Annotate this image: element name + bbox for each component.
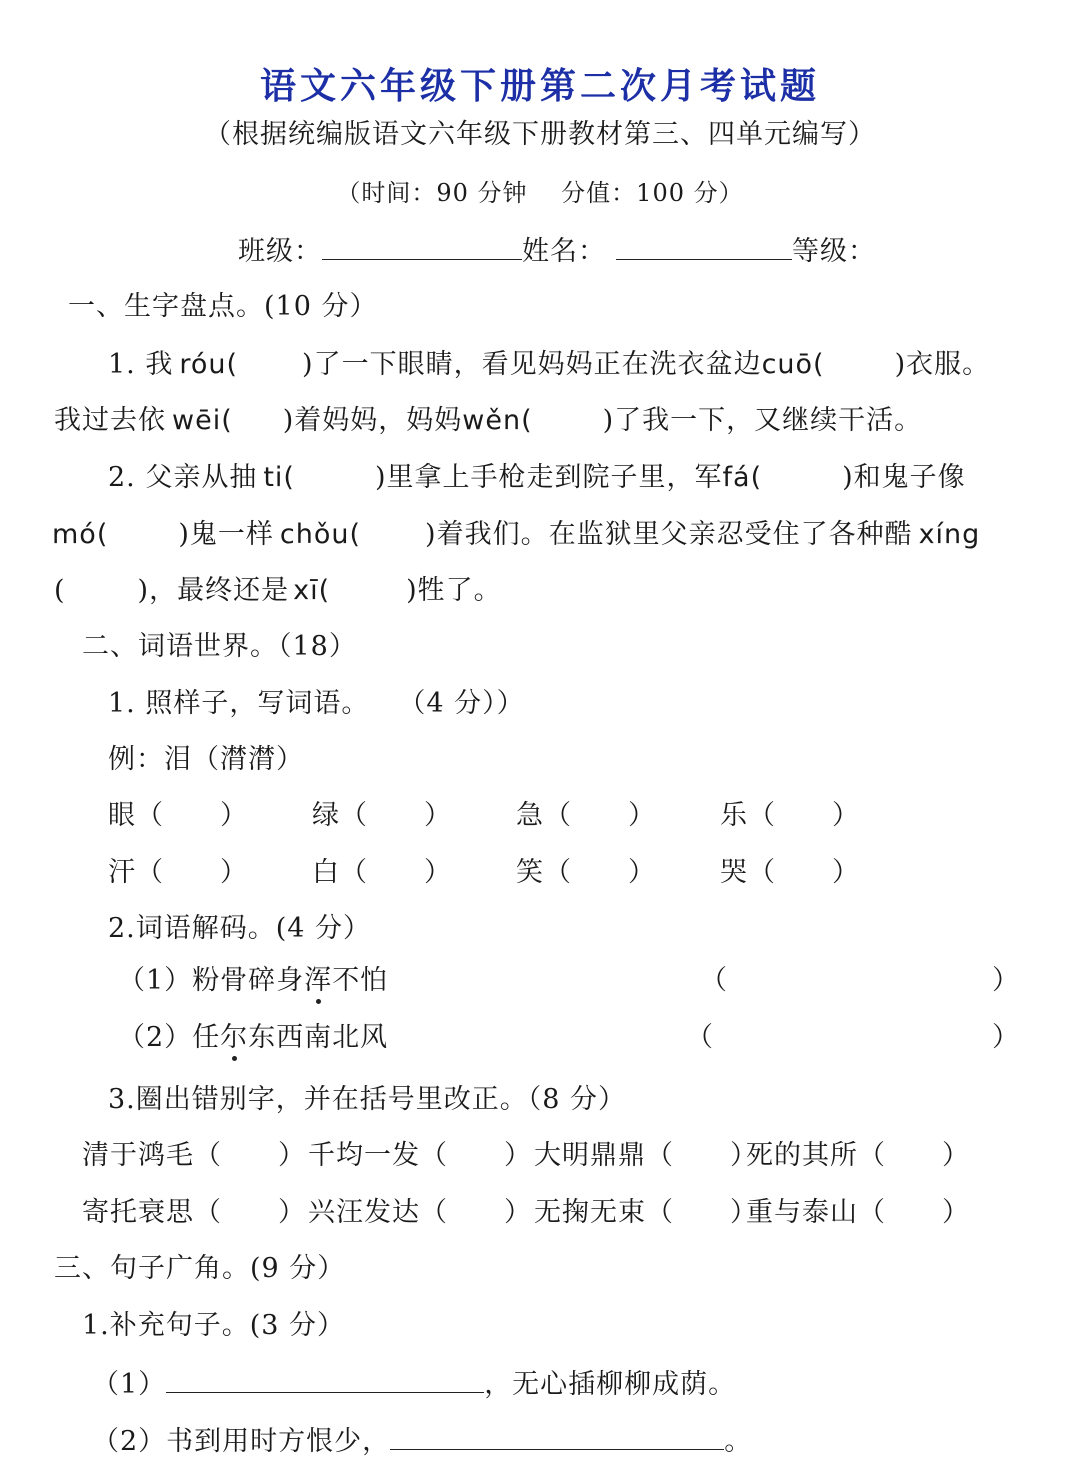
s2-q3-heading: 3.圈出错别字，并在括号里改正。（8 分）	[108, 1084, 627, 1115]
decode-answer-close: ）	[992, 1022, 1020, 1053]
s3-q1-heading: 1.补充句子。(3 分）	[82, 1310, 346, 1341]
grade-label: 等级：	[792, 236, 876, 267]
s2-row1-item: 眼（ ）	[108, 800, 248, 831]
section1-heading: 一、生字盘点。(10 分）	[68, 291, 378, 322]
typo-item: 大明鼎鼎（ ）	[534, 1140, 758, 1171]
typo-item: 无掬无束（ ）	[534, 1197, 758, 1228]
typo-item: 寄托衰思（ ）	[82, 1197, 306, 1228]
s2-row1-item: 绿（ ）	[312, 800, 452, 831]
s1-q2-line3: ( )，最终还是 xī( )牲了。	[54, 575, 502, 606]
typo-item: 千均一发（ ）	[308, 1140, 532, 1171]
exam-subtitle: （根据统编版语文六年级下册教材第三、四单元编写）	[204, 119, 876, 150]
name-label: 姓名：	[522, 236, 606, 267]
class-label: 班级：	[238, 236, 322, 267]
s3-sentence-1: （1） ，无心插柳柳成荫。	[92, 1366, 736, 1402]
s2-row2-item: 白（ ）	[312, 857, 452, 888]
s1-q2-line2: mó( )鬼一样 chǒu( )着我们。在监狱里父亲忍受住了各种酷 xíng	[52, 519, 981, 550]
exam-meta: （时间：90 分钟 分值：100 分）	[336, 179, 744, 207]
s1-q2-line1: 2. 父亲从抽 ti( )里拿上手枪走到院子里，军fá( )和鬼子像	[108, 462, 966, 493]
name-blank[interactable]	[616, 233, 792, 260]
s2-row1-item: 乐（ ）	[720, 800, 860, 831]
s3-sentence-2: （2）书到用时方恨少， 。	[92, 1423, 752, 1459]
section2-heading: 二、词语世界。（18）	[82, 631, 357, 662]
emphasis-dot: 尔	[220, 1022, 249, 1053]
typo-item: 死的其所（ ）	[746, 1140, 970, 1171]
section3-heading: 三、句子广角。(9 分）	[54, 1253, 346, 1284]
sentence-2-blank[interactable]	[390, 1423, 724, 1450]
s2-row2-item: 笑（ ）	[516, 857, 656, 888]
typo-item: 兴汪发达（ ）	[308, 1197, 532, 1228]
s2-example: 例：泪（潸潸）	[108, 744, 304, 775]
s1-q1-line2: 我过去依 wēi( )着妈妈，妈妈wěn( )了我一下，又继续干活。	[54, 405, 923, 436]
s2-row2-item: 哭（ ）	[720, 857, 860, 888]
decode-answer-open: （	[686, 1022, 714, 1053]
class-blank[interactable]	[322, 233, 522, 260]
decode-item-1: （1）粉骨碎身浑不怕	[118, 965, 389, 996]
s2-row1-item: 急（ ）	[516, 800, 656, 831]
s2-row2-item: 汗（ ）	[108, 857, 248, 888]
exam-title: 语文六年级下册第二次月考试题	[259, 66, 820, 107]
decode-answer-close: ）	[992, 965, 1020, 996]
emphasis-dot: 浑	[304, 965, 333, 996]
decode-item-2: （2）任尔东西南北风	[118, 1022, 389, 1053]
decode-answer-open: （	[700, 965, 728, 996]
typo-item: 重与泰山（ ）	[746, 1197, 970, 1228]
s1-q1-line1: 1. 我 róu( )了一下眼睛，看见妈妈正在洗衣盆边cuō( )衣服。	[108, 349, 991, 380]
sentence-1-blank[interactable]	[166, 1366, 484, 1393]
student-info-row	[238, 233, 876, 269]
s2-q2-heading: 2.词语解码。(4 分）	[108, 913, 372, 944]
typo-item: 清于鸿毛（ ）	[82, 1140, 306, 1171]
s2-q1-heading: 1. 照样子，写词语。 （4 分））	[108, 688, 525, 719]
